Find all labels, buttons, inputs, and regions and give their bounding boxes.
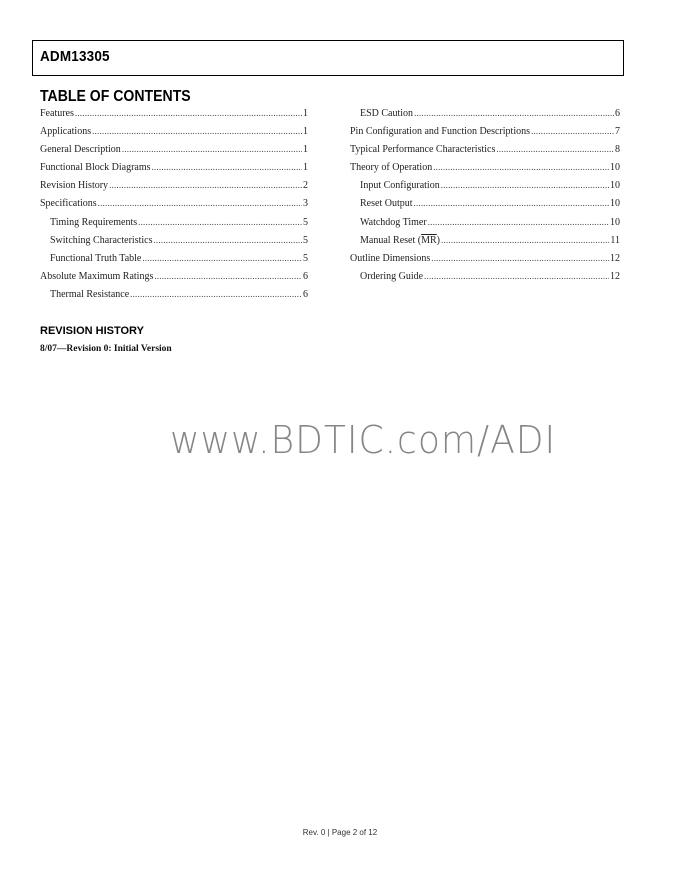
toc-dot-leader (414, 108, 614, 118)
toc-page-number: 10 (610, 216, 620, 228)
toc-entry-label: Features (40, 108, 74, 119)
toc-dot-leader (122, 144, 302, 154)
toc-entry-label: Thermal Resistance (50, 288, 130, 300)
toc-dot-leader (531, 126, 614, 136)
toc-dot-leader (433, 162, 609, 172)
toc-entry[interactable] (350, 217, 620, 235)
toc-page-number: 1 (303, 126, 308, 138)
toc-dot-leader (75, 108, 302, 118)
toc-page-number: 6 (303, 288, 308, 300)
toc-entry[interactable] (350, 162, 620, 180)
toc-dot-leader (92, 126, 302, 136)
toc-entry[interactable] (40, 253, 308, 271)
toc-page-number: 8 (615, 144, 620, 156)
toc-entry-label: Functional Truth Table (50, 252, 142, 264)
watermark: www.BDTIC.com/ADI (170, 418, 557, 462)
toc-entry-label: Input Configuration (360, 180, 440, 192)
toc-dot-leader (130, 289, 302, 299)
toc-entry[interactable] (350, 198, 620, 216)
revision-entry: 8/07—Revision 0: Initial Version (40, 344, 172, 354)
toc-page-number: 10 (610, 162, 620, 174)
toc-dot-leader (109, 180, 302, 190)
toc-page-number: 11 (610, 234, 620, 246)
document-header (32, 40, 624, 76)
toc-page-number: 5 (303, 216, 308, 228)
toc-entry-label: Typical Performance Characteristics (350, 144, 496, 156)
toc-page-number: 6 (303, 270, 308, 282)
part-number-title: ADM13305 (40, 48, 110, 65)
toc-entry-label: Timing Requirements (50, 216, 138, 228)
toc-page-number: 12 (610, 252, 620, 264)
toc-right-column (350, 108, 620, 289)
toc-entry[interactable] (350, 180, 620, 198)
toc-page-number: 5 (303, 234, 308, 246)
toc-entry-label: Pin Configuration and Function Descriptions (350, 126, 530, 138)
toc-dot-leader (98, 198, 302, 208)
toc-entry-label: Revision History (40, 180, 109, 192)
toc-left-column (40, 108, 308, 307)
toc-page-number: 5 (303, 252, 308, 264)
toc-entry-label: General Description (40, 144, 121, 156)
toc-entry[interactable] (350, 126, 620, 144)
toc-dot-leader (431, 253, 609, 263)
toc-entry-label: Specifications (40, 198, 97, 210)
page-footer: Rev. 0 | Page 2 of 12 (302, 828, 378, 837)
revision-history-heading: REVISION HISTORY (40, 325, 144, 337)
toc-entry[interactable] (40, 180, 308, 198)
toc-entry[interactable] (350, 108, 620, 126)
toc-dot-leader (441, 235, 609, 245)
toc-dot-leader (138, 217, 302, 227)
toc-page-number: 1 (303, 144, 308, 156)
toc-page-number: 12 (610, 270, 620, 282)
toc-entry[interactable] (40, 108, 308, 126)
toc-heading: TABLE OF CONTENTS (40, 88, 191, 105)
toc-entry[interactable] (40, 162, 308, 180)
toc-dot-leader (441, 180, 609, 190)
toc-entry-label: Functional Block Diagrams (40, 162, 151, 174)
toc-entry-label: Manual Reset $(\overline{MR})$ (360, 234, 440, 246)
toc-dot-leader (414, 198, 610, 208)
toc-page-number: 10 (610, 180, 620, 192)
toc-entry[interactable] (40, 126, 308, 144)
toc-entry[interactable] (350, 253, 620, 271)
toc-entry[interactable] (350, 235, 620, 253)
toc-entry-label: Reset Output (360, 198, 413, 210)
toc-page-number: 6 (615, 108, 620, 119)
toc-entry-label: Outline Dimensions (350, 252, 431, 264)
toc-entry-label: Ordering Guide (360, 270, 424, 282)
toc-page-number: 3 (303, 198, 308, 210)
toc-page-number: 10 (610, 198, 620, 210)
toc-entry[interactable] (40, 144, 308, 162)
toc-entry[interactable] (40, 271, 308, 289)
toc-dot-leader (152, 162, 302, 172)
toc-dot-leader (142, 253, 302, 263)
toc-dot-leader (153, 235, 302, 245)
toc-dot-leader (496, 144, 614, 154)
toc-entry-label: ESD Caution (360, 108, 414, 119)
toc-entry-label: Absolute Maximum Ratings (40, 270, 154, 282)
toc-entry[interactable] (40, 217, 308, 235)
toc-entry-label: Applications (40, 126, 92, 138)
toc-entry-label: Watchdog Timer (360, 216, 427, 228)
toc-page-number: 1 (303, 108, 308, 119)
toc-entry-label: Switching Characteristics (50, 234, 153, 246)
toc-entry[interactable] (350, 144, 620, 162)
toc-entry[interactable] (350, 271, 620, 289)
overline-signal-name: $\overline{MR}$ (421, 234, 437, 246)
toc-page-number: 1 (303, 162, 308, 174)
toc-page-number: 7 (615, 126, 620, 138)
toc-entry[interactable] (40, 235, 308, 253)
toc-dot-leader (154, 271, 302, 281)
toc-dot-leader (428, 217, 609, 227)
toc-entry-label: Theory of Operation (350, 162, 433, 174)
toc-entry[interactable] (40, 289, 308, 307)
toc-page-number: 2 (303, 180, 308, 192)
toc-entry[interactable] (40, 198, 308, 216)
toc-dot-leader (424, 271, 609, 281)
